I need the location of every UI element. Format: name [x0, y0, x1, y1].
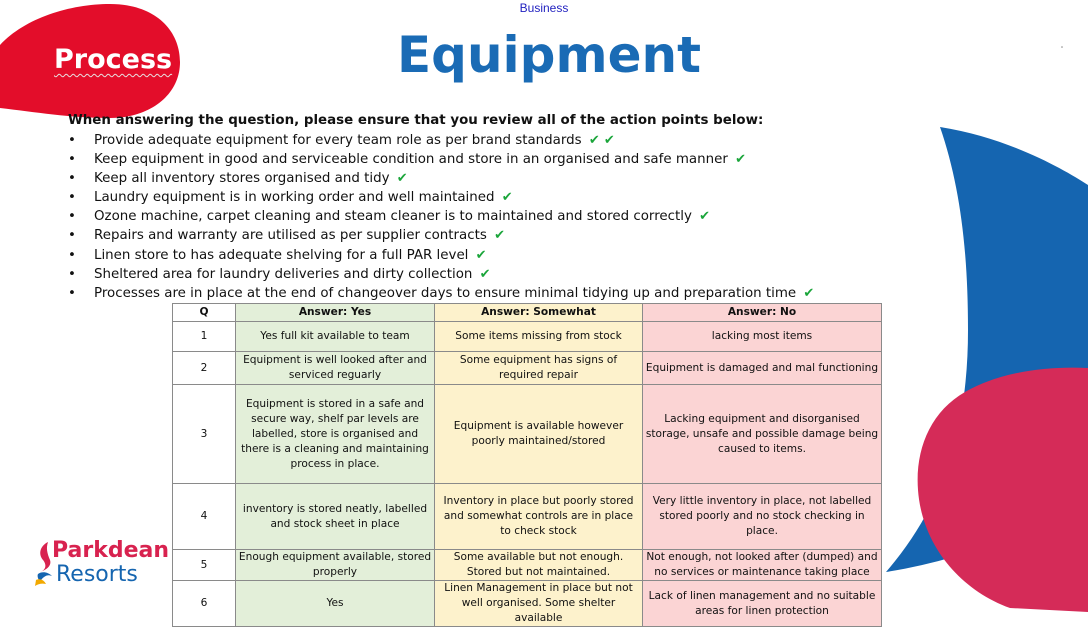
action-point-text: Linen store to has adequate shelving for a full PAR level [94, 247, 469, 263]
cell-q: 1 [173, 322, 236, 352]
action-point-text: Keep equipment in good and serviceable condition and store in an organised and safe manner [94, 152, 728, 168]
cell-somewhat: Linen Management in place but not well organised. Some shelter available [435, 581, 643, 627]
checkmark-icon: ✔ [396, 171, 408, 187]
cell-somewhat: Equipment is available however poorly maintained/stored [435, 385, 643, 484]
checkmark-icon: ✔ ✔ [588, 133, 615, 148]
scoring-table [172, 303, 882, 627]
bullet-icon: • [68, 247, 76, 263]
action-point [68, 169, 828, 188]
instructions-intro: When answering the question, please ensure that you review all of the action points below: [68, 113, 764, 128]
header-yes: Answer: Yes [236, 304, 435, 322]
action-point [68, 188, 828, 207]
cell-q: 3 [173, 385, 236, 484]
cell-no: Lacking equipment and disorganised storage, unsafe and possible damage being caused to items. [643, 385, 882, 484]
cell-somewhat: Some items missing from stock [435, 322, 643, 352]
cell-no: Equipment is damaged and mal functioning [643, 352, 882, 385]
logo-text-resorts: Resorts [56, 562, 138, 587]
cell-no: Lack of linen management and no suitable areas for linen protection [643, 581, 882, 627]
action-point-list [68, 131, 828, 303]
action-point [68, 131, 828, 150]
action-point-text: Sheltered area for laundry deliveries and dirty collection [94, 266, 473, 282]
table-row [173, 484, 882, 550]
cell-q: 5 [173, 550, 236, 581]
table-row [173, 550, 882, 581]
checkmark-icon: ✔ [699, 209, 711, 225]
cell-q: 2 [173, 352, 236, 385]
checkmark-icon: ✔ [479, 266, 491, 282]
header-q: Q [173, 304, 236, 322]
table-header-row [173, 304, 882, 322]
action-point [68, 284, 828, 303]
brand-logo [34, 538, 174, 590]
checkmark-icon: ✔ [475, 247, 487, 263]
action-point-text: Laundry equipment is in working order and well maintained [94, 190, 495, 206]
checkmark-icon: ✔ [501, 190, 513, 206]
bullet-icon: • [68, 266, 76, 282]
cell-yes: Equipment is well looked after and serviced reguarly [236, 352, 435, 385]
logo-text-parkdean: Parkdean [52, 538, 170, 563]
action-point [68, 246, 828, 265]
page-title: Equipment [397, 26, 701, 84]
table-row [173, 322, 882, 352]
action-point [68, 150, 828, 169]
checkmark-icon: ✔ [735, 152, 746, 168]
cell-q: 4 [173, 484, 236, 550]
cell-no: Not enough, not looked after (dumped) and no services or maintenance taking place [643, 550, 882, 581]
category-label: Business [519, 1, 569, 15]
cell-yes: Yes [236, 581, 435, 627]
action-point-text: Processes are in place at the end of changeover days to ensure minimal tidying up and preparation time [94, 285, 797, 301]
bullet-icon: • [68, 133, 76, 148]
cell-yes: Equipment is stored in a safe and secure way, shelf par levels are labelled, store is organised and there is a cleaning and maintaining process in place. [236, 385, 435, 484]
pink-circle-shape [918, 368, 1088, 612]
action-point-text: Ozone machine, carpet cleaning and steam cleaner is to maintained and stored correctly [94, 209, 692, 225]
action-point-text: Keep all inventory stores organised and tidy [94, 171, 390, 187]
cell-yes: Yes full kit available to team [236, 322, 435, 352]
action-point [68, 226, 828, 245]
action-point [68, 207, 828, 226]
bullet-icon: • [68, 152, 76, 168]
table-row [173, 352, 882, 385]
cell-q: 6 [173, 581, 236, 627]
cell-somewhat: Inventory in place but poorly stored and somewhat controls are in place to check stock [435, 484, 643, 550]
section-label: Process [54, 44, 173, 75]
table-row [173, 581, 882, 627]
bullet-icon: • [68, 190, 76, 206]
checkmark-icon: ✔ [494, 228, 505, 244]
bullet-icon: • [68, 228, 76, 244]
bullet-icon: • [68, 171, 76, 187]
action-point-text: Repairs and warranty are utilised as per supplier contracts [94, 228, 487, 244]
header-no: Answer: No [643, 304, 882, 322]
header-somewhat: Answer: Somewhat [435, 304, 643, 322]
checkmark-icon: ✔ [803, 285, 815, 301]
bullet-icon: • [68, 285, 76, 301]
cell-yes: Enough equipment available, stored properly [236, 550, 435, 581]
bullet-icon: • [68, 209, 76, 225]
table-row [173, 385, 882, 484]
cell-yes: inventory is stored neatly, labelled and stock sheet in place [236, 484, 435, 550]
action-points [68, 112, 828, 303]
action-point [68, 265, 828, 284]
action-point-text: Provide adequate equipment for every team role as per brand standards [94, 133, 582, 148]
cell-no: Very little inventory in place, not labelled stored poorly and no stock checking in place. [643, 484, 882, 550]
cell-no: lacking most items [643, 322, 882, 352]
cell-somewhat: Some available but not enough. Stored but not maintained. [435, 550, 643, 581]
cell-somewhat: Some equipment has signs of required repair [435, 352, 643, 385]
